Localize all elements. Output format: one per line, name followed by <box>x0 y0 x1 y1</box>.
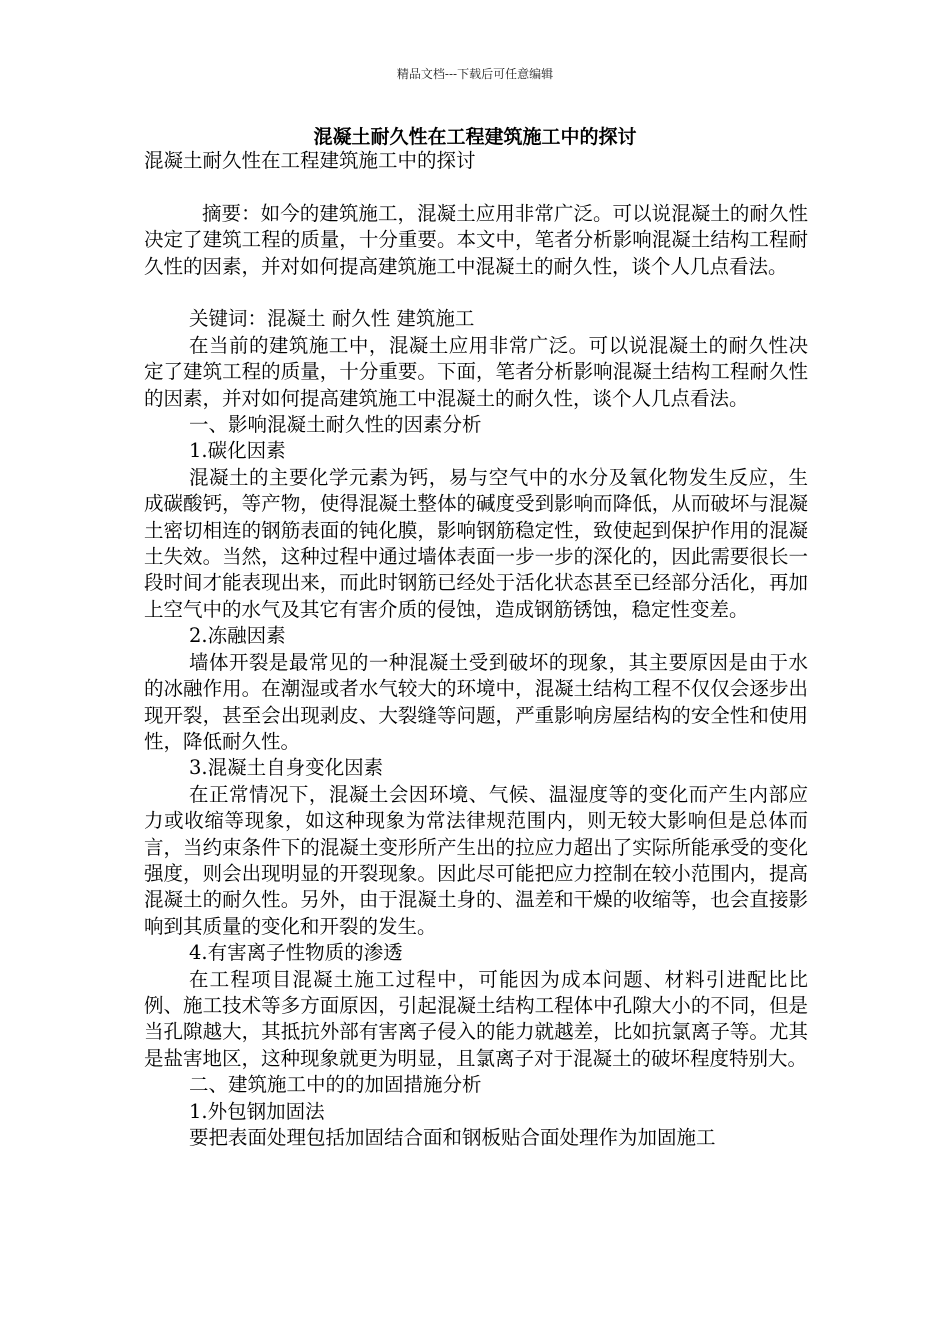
self-change-paragraph: 在正常情况下，混凝土会因环境、气候、温湿度等的变化而产生内部应力或收缩等现象，如这种现象为常法律规范围内，则无较大影响但是总体而言，当约束条件下的混凝土变形所产生出的拉应力超出了实际所能承受的变化强度，则会出现明显的开裂现象。因此尽可能把应力控制在较小范围内，提高混凝土的耐久性。另外，由于混凝土身的、温差和干燥的收缩等，也会直接影响到其质量的变化和开裂的发生。 <box>144 782 808 938</box>
subheading-self-change: 3.混凝土自身变化因素 <box>189 756 384 780</box>
subheading-steel-encasing: 1.外包钢加固法 <box>189 1099 325 1123</box>
document-subtitle: 混凝土耐久性在工程建筑施工中的探讨 <box>144 149 476 172</box>
carbonation-paragraph: 混凝土的主要化学元素为钙，易与空气中的水分及氧化物发生反应，生成碳酸钙，等产物，使得混凝土整体的碱度受到影响而降低，从而破坏与混凝土密切相连的钢筋表面的钝化膜，影响钢筋稳定性，致使起到保护作用的混凝土失效。当然，这种过程中通过墙体表面一步一步的深化的，因此需要很长一段时间才能表现出来，而此时钢筋已经处于活化状态甚至已经部分活化，再加上空气中的水气及其它有害介质的侵蚀，造成钢筋锈蚀，稳定性变差。 <box>144 465 808 621</box>
subheading-ion-penetration: 4.有害离子性物质的渗透 <box>189 941 403 965</box>
section-heading-reinforcement: 二、建筑施工中的的加固措施分析 <box>189 1073 482 1097</box>
blank-line <box>144 280 808 306</box>
steel-encasing-paragraph: 要把表面处理包括加固结合面和钢板贴合面处理作为加固施工 <box>189 1126 716 1149</box>
subheading-carbonation: 1.碳化因素 <box>189 439 286 463</box>
ion-penetration-paragraph: 在工程项目混凝土施工过程中，可能因为成本问题、材料引进配比比例、施工技术等多方面原因，引起混凝土结构工程体中孔隙大小的不同，但是当孔隙越大，其抵抗外部有害离子侵入的能力就越差，比如抗氯离子等。尤其是盐害地区，这种现象就更为明显，且氯离子对于混凝土的破坏程度特别大。 <box>144 967 808 1070</box>
document-title: 混凝土耐久性在工程建筑施工中的探讨 <box>313 126 637 148</box>
document-body <box>144 148 808 1151</box>
intro-paragraph: 在当前的建筑施工中，混凝土应用非常广泛。可以说混凝土的耐久性决定了建筑工程的质量，十分重要。下面，笔者分析影响混凝土结构工程耐久性的因素，并对如何提高建筑施工中混凝土的耐久性，谈个人几点看法。 <box>144 333 808 410</box>
abstract-paragraph: 摘要：如今的建筑施工，混凝土应用非常广泛。可以说混凝土的耐久性决定了建筑工程的质量，十分重要。本文中，笔者分析影响混凝土结构工程耐久性的因素，并对如何提高建筑施工中混凝土的耐久性，谈个人几点看法。 <box>144 201 808 278</box>
subheading-freeze-thaw: 2.冻融因素 <box>189 624 286 648</box>
blank-line <box>144 174 808 200</box>
keywords-line: 关键词：混凝土 耐久性 建筑施工 <box>189 307 475 331</box>
freeze-thaw-paragraph: 墙体开裂是最常见的一种混凝土受到破坏的现象，其主要原因是由于水的冰融作用。在潮湿或者水气较大的环境中，混凝土结构工程不仅仅会逐步出现开裂，甚至会出现剥皮、大裂缝等问题，严重影响房屋结构的安全性和使用性，降低耐久性。 <box>144 650 808 753</box>
header-note: 精品文档---下载后可任意编辑 <box>396 67 554 81</box>
section-heading-factors: 一、影响混凝土耐久性的因素分析 <box>189 413 482 437</box>
